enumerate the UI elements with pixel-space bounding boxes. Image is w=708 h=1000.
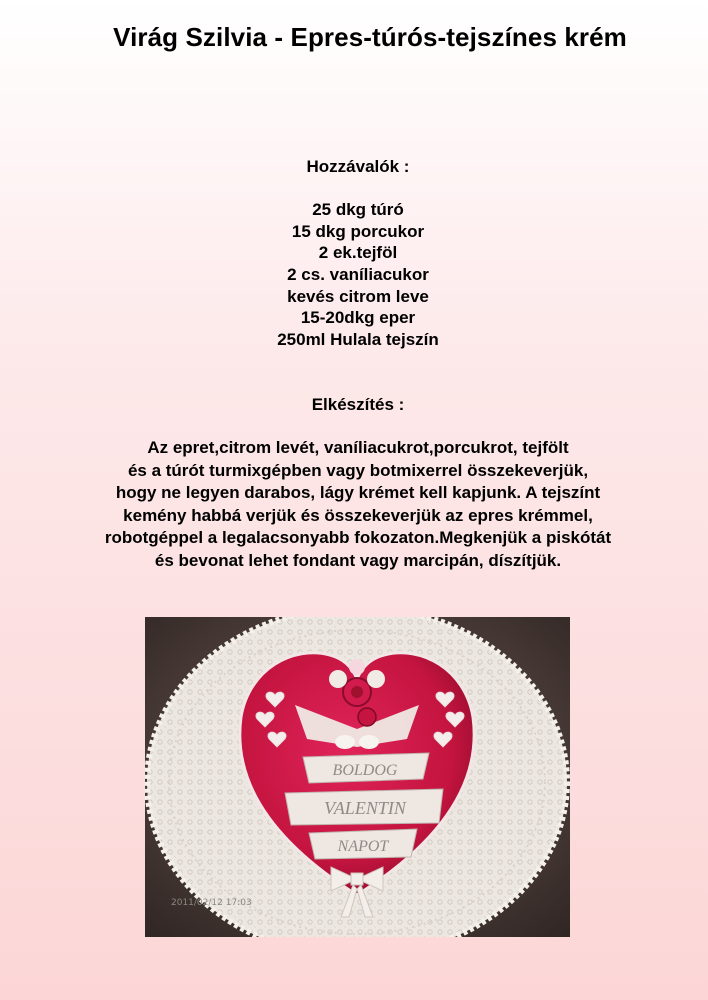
- preparation-heading: Elkészítés :: [311, 395, 405, 414]
- preparation-line: és a túrót turmixgépben vagy botmixerrel összekeverjük,: [127, 460, 589, 480]
- ingredients-section: [0, 156, 708, 350]
- page-title: Virág Szilvia - Epres-túrós-tejszínes krém: [113, 22, 627, 52]
- preparation-line: Az epret,citrom levét, vaníliacukrot,porcukrot, tejfölt: [147, 438, 569, 457]
- preparation-line: hogy ne legyen darabos, lágy krémet kell kapjunk. A tejszínt: [115, 483, 601, 502]
- ingredients-heading: Hozzávalók :: [306, 157, 410, 176]
- ingredients-list: [0, 199, 708, 350]
- ingredient-item: 250ml Hulala tejszín: [277, 329, 439, 349]
- cake-photo: [145, 617, 570, 937]
- ingredient-item: 2 cs. vaníliacukor: [287, 264, 429, 284]
- cake-banner-text: BOLDOG: [332, 762, 398, 779]
- preparation-line: robotgéppel a legalacsonyabb fokozaton.Megkenjük a piskótát: [104, 528, 612, 547]
- ingredient-item: 2 ek.tejföl: [318, 243, 398, 263]
- ingredient-item: 15 dkg porcukor: [291, 221, 425, 241]
- photo-timestamp: 2011/02/12 17:03: [171, 898, 252, 908]
- cake-illustration: [145, 617, 570, 937]
- ingredient-item: 25 dkg túró: [312, 200, 404, 220]
- ingredient-item: kevés citrom leve: [287, 286, 429, 306]
- preparation-line: kemény habbá verjük és összekeverjük az epres krémmel,: [123, 505, 593, 525]
- ingredient-item: 15-20dkg eper: [300, 308, 416, 328]
- preparation-line: és bevonat lehet fondant vagy marcipán, díszítjük.: [154, 550, 562, 570]
- cake-banner-text: VALENTIN: [324, 798, 406, 818]
- preparation-text: [40, 437, 676, 572]
- cake-banner-text: NAPOT: [337, 838, 389, 855]
